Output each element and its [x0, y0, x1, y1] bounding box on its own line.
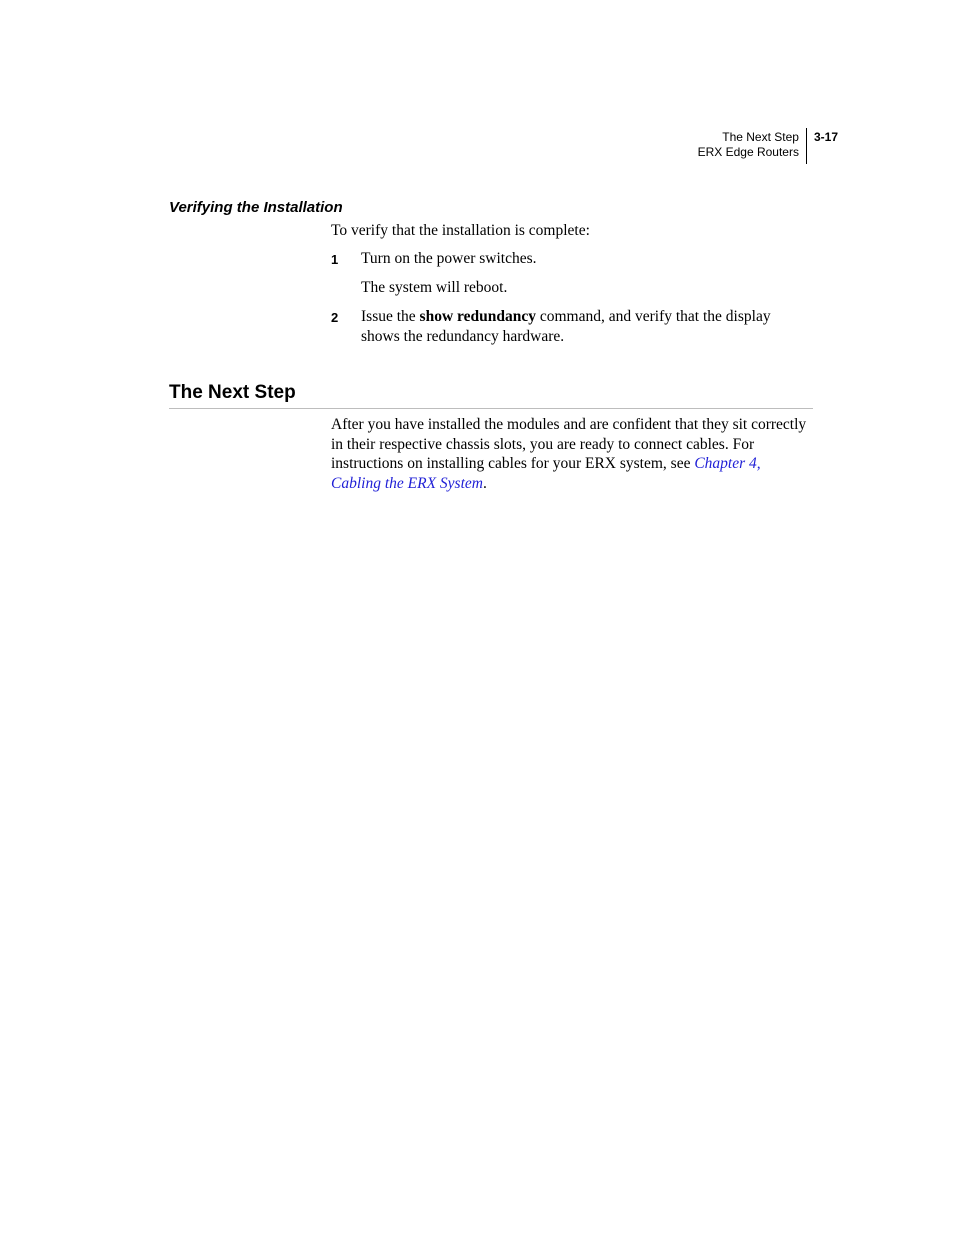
section-divider — [169, 408, 813, 409]
next-step-paragraph — [331, 415, 813, 493]
chapter-4-link[interactable]: Chapter 4, Cabling the ERX System — [331, 455, 761, 492]
section-heading-next-step: The Next Step — [169, 382, 296, 403]
next-step-text: After you have installed the modules and are confident that they sit correctly in their respective chassis slots, you are ready to connect cables. For instructions on installing cables for your ERX system, see — [331, 416, 807, 472]
book-title: ERX Edge Routers — [697, 145, 799, 159]
command-name: show redundancy — [419, 308, 536, 325]
step-text: Turn on the power switches. — [361, 250, 537, 267]
step-2 — [331, 307, 813, 346]
step-number: 1 — [331, 252, 339, 267]
step-number: 2 — [331, 310, 339, 325]
step-text — [361, 307, 813, 346]
step-1 — [331, 249, 813, 270]
step-text-after: command, and verify that the display shows the redundancy hardware. — [361, 308, 771, 345]
chapter-title: The Next Step — [722, 130, 799, 144]
next-step-period: . — [482, 474, 487, 492]
running-header-titles — [698, 128, 806, 160]
page-number: 3-17 — [813, 130, 838, 144]
subsection-heading-verifying: Verifying the Installation — [169, 199, 343, 216]
running-header — [698, 128, 838, 164]
step-text-before: Issue the — [361, 308, 420, 325]
step-1-note: The system will reboot. — [361, 279, 508, 296]
verify-intro: To verify that the installation is complete: — [331, 222, 590, 239]
